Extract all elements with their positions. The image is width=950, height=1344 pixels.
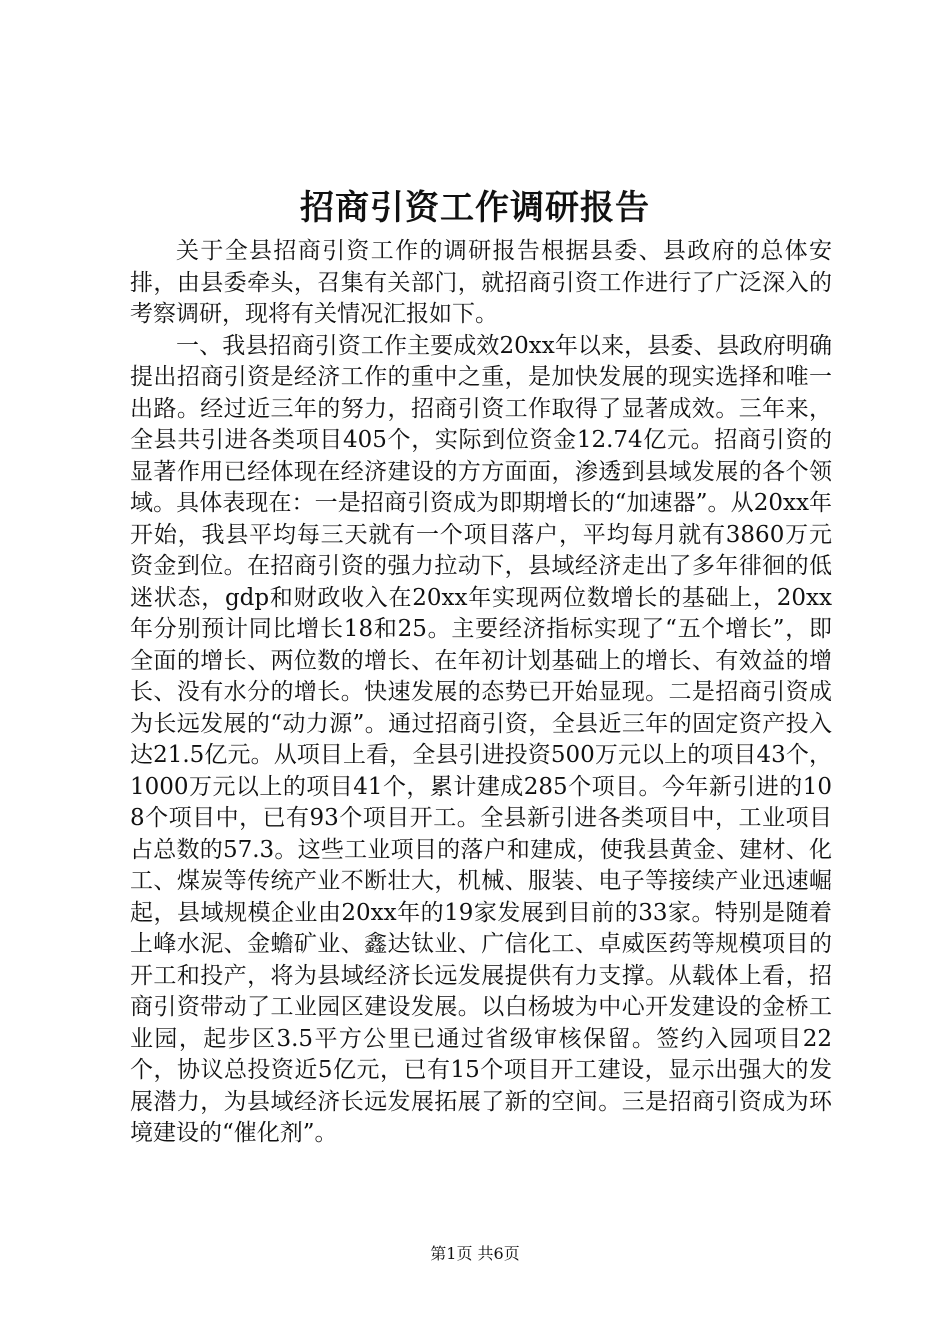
document-body	[130, 236, 832, 1150]
section-one-paragraph: 一、我县招商引资工作主要成效20xx年以来，县委、县政府明确提出招商引资是经济工作的重中之重，是加快发展的现实选择和唯一出路。经过近三年的努力，招商引资工作取得了显著成效。三年来，全县共引进各类项目405个，实际到位资金12.74亿元。招商引资的显著作用已经体现在经济建设的方方面面，渗透到县域发展的各个领域。具体表现在：一是招商引资成为即期增长的“加速器”。从20xx年开始，我县平均每三天就有一个项目落户，平均每月就有3860万元资金到位。在招商引资的强力拉动下，县域经济走出了多年徘徊的低迷状态，gdp和财政收入在20xx年实现两位数增长的基础上，20xx年分别预计同比增长18和25。主要经济指标实现了“五个增长”，即全面的增长、两位数的增长、在年初计划基础上的增长、有效益的增长、没有水分的增长。快速发展的态势已开始显现。二是招商引资成为长远发展的“动力源”。通过招商引资，全县近三年的固定资产投入达21.5亿元。从项目上看，全县引进投资500万元以上的项目43个，1000万元以上的项目41个，累计建成285个项目。今年新引进的108个项目中，已有93个项目开工。全县新引进各类项目中，工业项目占总数的57.3。这些工业项目的落户和建成，使我县黄金、建材、化工、煤炭等传统产业不断壮大，机械、服装、电子等接续产业迅速崛起，县域规模企业由20xx年的19家发展到目前的33家。特别是随着上峰水泥、金蟾矿业、鑫达钛业、广信化工、卓威医药等规模项目的开工和投产，将为县域经济长远发展提供有力支撑。从载体上看，招商引资带动了工业园区建设发展。以白杨坡为中心开发建设的金桥工业园，起步区3.5平方公里已通过省级审核保留。签约入园项目22个，协议总投资近5亿元，已有15个项目开工建设，显示出强大的发展潜力，为县域经济长远发展拓展了新的空间。三是招商引资成为环境建设的“催化剂”。	[130, 332, 832, 1146]
page-number-footer: 第1页 共6页	[430, 1244, 520, 1263]
intro-paragraph: 关于全县招商引资工作的调研报告根据县委、县政府的总体安排，由县委牵头，召集有关部门，就招商引资工作进行了广泛深入的考察调研，现将有关情况汇报如下。	[130, 238, 832, 327]
document-title: 招商引资工作调研报告	[300, 188, 650, 228]
